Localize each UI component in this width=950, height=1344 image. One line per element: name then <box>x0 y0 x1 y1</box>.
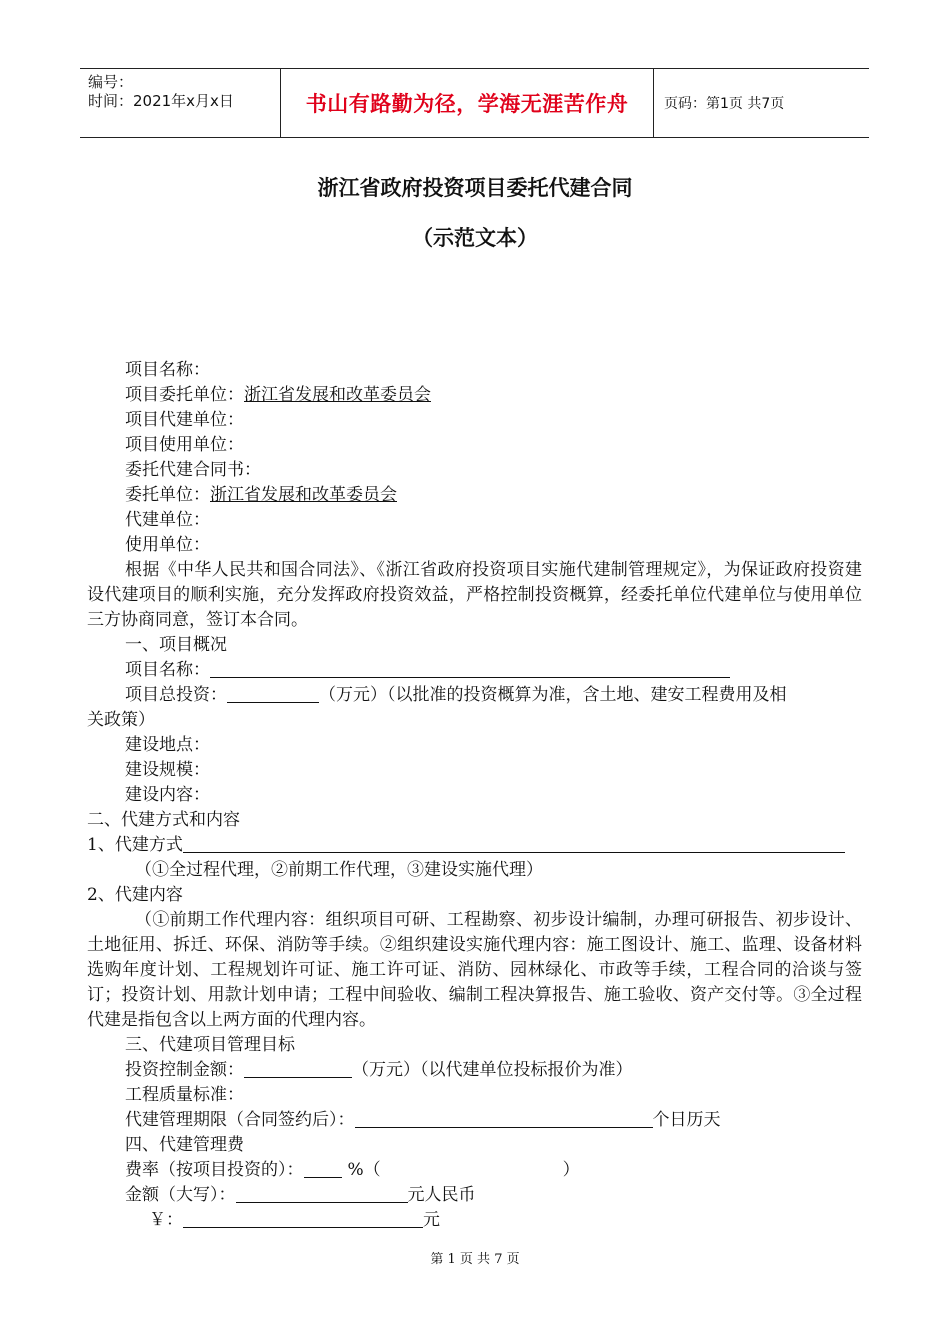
number-label: 编号： <box>88 73 134 91</box>
section2-content-text: （①前期工作代理内容：组织项目可研、工程勘察、初步设计编制，办理可研报告、初步设计、土地征用、拆迁、环保、消防等手续。②组织建设实施代理内容：施工图设计、施工、监理、设备材料选购年度计划、工程规划许可证、施工许可证、消防、园林绿化、市政等手续，工程合同的洽谈与签订；投资计划、用款计划申请；工程中间验收、编制工程决算报告、施工验收、资产交付等。③全过程代建是指包含以上两方面的代理内容。 <box>87 910 862 1030</box>
header-meta <box>80 69 281 137</box>
section1-heading: 一、项目概况 <box>125 635 227 655</box>
total-investment-blank <box>227 684 319 703</box>
intro-entrust-unit <box>87 383 905 408</box>
total-investment-label: 项目总投资： <box>125 685 227 705</box>
entrust-value: 浙江省发展和改革委员会 <box>210 485 397 505</box>
project-name-label: 项目名称： <box>125 660 210 680</box>
invest-control-tail: （万元）（以代建单位投标报价为准） <box>352 1060 633 1080</box>
section1-location: 建设地点： <box>125 735 210 755</box>
entrust-unit-value: 浙江省发展和改革委员会 <box>244 385 431 405</box>
amount-label: 金额（大写）： <box>125 1185 236 1205</box>
period-blank <box>355 1109 653 1128</box>
yen-blank <box>183 1209 423 1228</box>
rate-label: 费率（按项目投资的）： <box>125 1160 304 1180</box>
intro-contract-book: 委托代建合同书： <box>125 460 261 480</box>
section3-invest-control <box>87 1058 905 1083</box>
section3-heading: 三、代建项目管理目标 <box>125 1035 295 1055</box>
invest-control-label: 投资控制金额： <box>125 1060 244 1080</box>
yen-tail: 元 <box>423 1210 440 1230</box>
section2-content-label: 2、代建内容 <box>87 885 183 905</box>
section4-heading: 四、代建管理费 <box>125 1135 244 1155</box>
time-label: 时间：2021年x月x日 <box>88 92 234 110</box>
section1-content: 建设内容： <box>125 785 210 805</box>
page-footer: 第 1 页 共 7 页 <box>430 1252 520 1267</box>
rate-end: ） <box>562 1160 580 1180</box>
entrust-unit-label: 项目委托单位： <box>125 385 244 405</box>
header-table <box>80 68 869 138</box>
amount-tail: 元人民币 <box>407 1185 476 1205</box>
mode-blank <box>183 834 845 853</box>
entrust-label: 委托单位： <box>125 485 210 505</box>
yen-label: ￥： <box>149 1210 183 1230</box>
header-motto: 书山有路勤为径，学海无涯苦作舟 <box>281 69 654 137</box>
section3-quality: 工程质量标准： <box>125 1085 244 1105</box>
section1-total-investment <box>87 683 905 708</box>
section1-project-name <box>87 658 905 683</box>
intro-user: 使用单位： <box>125 535 210 555</box>
intro-agent: 代建单位： <box>125 510 210 530</box>
rate-mid: %（ <box>347 1160 381 1180</box>
mode-label: 1、代建方式 <box>87 835 183 855</box>
intro-entrust <box>87 483 905 508</box>
section2-mode <box>87 833 867 858</box>
project-name-blank <box>210 659 730 678</box>
intro-use-unit: 项目使用单位： <box>125 435 244 455</box>
section4-rate <box>87 1158 905 1183</box>
period-tail: 个日历天 <box>652 1110 721 1130</box>
invest-control-blank <box>244 1059 352 1078</box>
section1-investment-tail2: 关政策） <box>87 710 155 730</box>
total-investment-tail: （万元）（以批准的投资概算为准，含土地、建安工程费用及相 <box>319 685 787 705</box>
intro-agent-unit: 项目代建单位： <box>125 410 244 430</box>
section1-scale: 建设规模： <box>125 760 210 780</box>
document-title: 浙江省政府投资项目委托代建合同 <box>317 176 633 200</box>
intro-project-name: 项目名称： <box>125 360 210 380</box>
amount-blank <box>236 1184 408 1203</box>
section3-period <box>87 1108 905 1133</box>
section2-mode-options: （①全过程代理，②前期工作代理，③建设实施代理） <box>135 860 543 880</box>
section4-yen <box>87 1208 929 1233</box>
preamble: 根据《中华人民共和国合同法》、《浙江省政府投资项目实施代建制管理规定》，为保证政府投资建设代建项目的顺利实施，充分发挥政府投资效益，严格控制投资概算，经委托单位代建单位与使用单位三方协商同意，签订本合同。 <box>87 560 862 630</box>
rate-blank <box>304 1159 342 1178</box>
document-subtitle: （示范文本） <box>412 226 538 250</box>
period-label: 代建管理期限（合同签约后）： <box>125 1110 355 1130</box>
section2-heading: 二、代建方式和内容 <box>87 810 240 830</box>
section4-amount <box>87 1183 905 1208</box>
header-page-info: 页码：第1页 共7页 <box>664 96 785 112</box>
